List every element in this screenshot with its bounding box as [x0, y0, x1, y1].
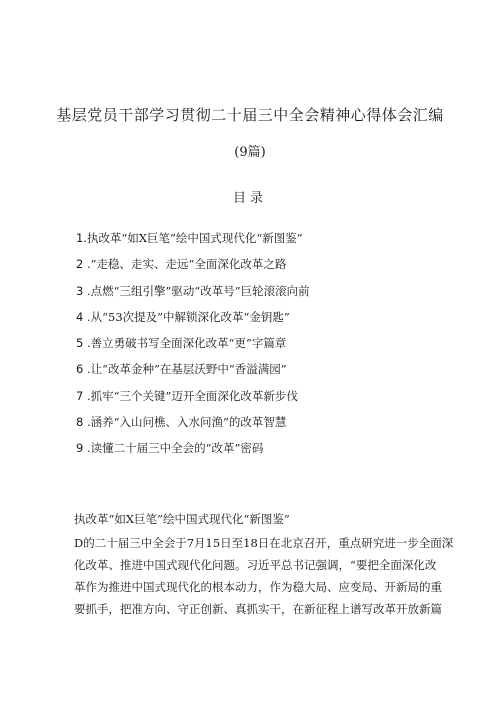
toc-item-text: .抓牢“三个关键”迈开全面深化改革新步伐	[86, 388, 298, 403]
toc-item-text: .点燃“三组引擎”驱动“改革号”巨轮滚滚向前	[86, 283, 310, 298]
body-line: D的二十届三中全会于7月15日至18日在北京召开，重点研究进一步全面深	[74, 536, 454, 550]
toc-item-text: .让“改革金种”在基层沃野中“香溢满园”	[86, 362, 287, 377]
toc-item[interactable]	[76, 230, 456, 256]
section-heading: 执改革“如X巨笔”绘中国式现代化“新图鉴”	[74, 512, 290, 526]
document-subtitle: (9篇)	[234, 145, 266, 160]
toc-item[interactable]	[76, 388, 456, 414]
toc-item-number: 3	[76, 283, 84, 298]
toc-item-text: .从“53次提及”中解锁深化改革“金钥匙”	[86, 309, 290, 324]
toc-item-text: .读懂二十届三中全会的“改革”密码	[86, 441, 264, 456]
toc-item-text: .”走稳、走实、走远”全面深化改革之路	[86, 257, 287, 272]
toc-item[interactable]	[76, 440, 456, 466]
toc-item-number: 2	[76, 257, 84, 272]
toc-item[interactable]	[76, 256, 456, 282]
toc-heading: 目录	[232, 191, 267, 206]
toc-item[interactable]	[76, 414, 456, 440]
toc-item-number: 5	[76, 336, 84, 351]
toc-item-number: 1.	[76, 231, 87, 245]
toc-item[interactable]	[76, 361, 456, 387]
section-body	[74, 535, 454, 623]
toc-item-text: 执改革“如X巨笔”绘中国式现代化“新图鉴”	[86, 231, 303, 245]
body-line: 要抓手，把准方向、守正创新、真抓实干，在新征程上谱写改革开放新篇	[74, 602, 442, 616]
toc-item-text: .善立勇破书写全面深化改革“更”字篇章	[86, 336, 287, 351]
article-section	[74, 511, 454, 623]
table-of-contents	[76, 230, 456, 467]
document-title: 基层党员干部学习贯彻二十届三中全会精神心得体会汇编	[56, 106, 444, 124]
toc-item-text: .涵养“入山问樵、入水问渔”的改革智慧	[86, 415, 287, 430]
toc-item-number: 9	[76, 441, 84, 456]
toc-item[interactable]	[76, 309, 456, 335]
toc-item-number: 6	[76, 362, 84, 377]
toc-item-number: 8	[76, 415, 84, 430]
toc-item-number: 7	[76, 388, 84, 403]
body-line: 化改革、推进中国式现代化问题。习近平总书记强调，“要把全面深化改	[74, 558, 437, 572]
toc-item[interactable]	[76, 335, 456, 361]
toc-item-number: 4	[76, 309, 84, 324]
toc-item[interactable]	[76, 283, 456, 309]
body-line: 革作为推进中国式现代化的根本动力，作为稳大局、应变局、开新局的重	[74, 580, 442, 594]
